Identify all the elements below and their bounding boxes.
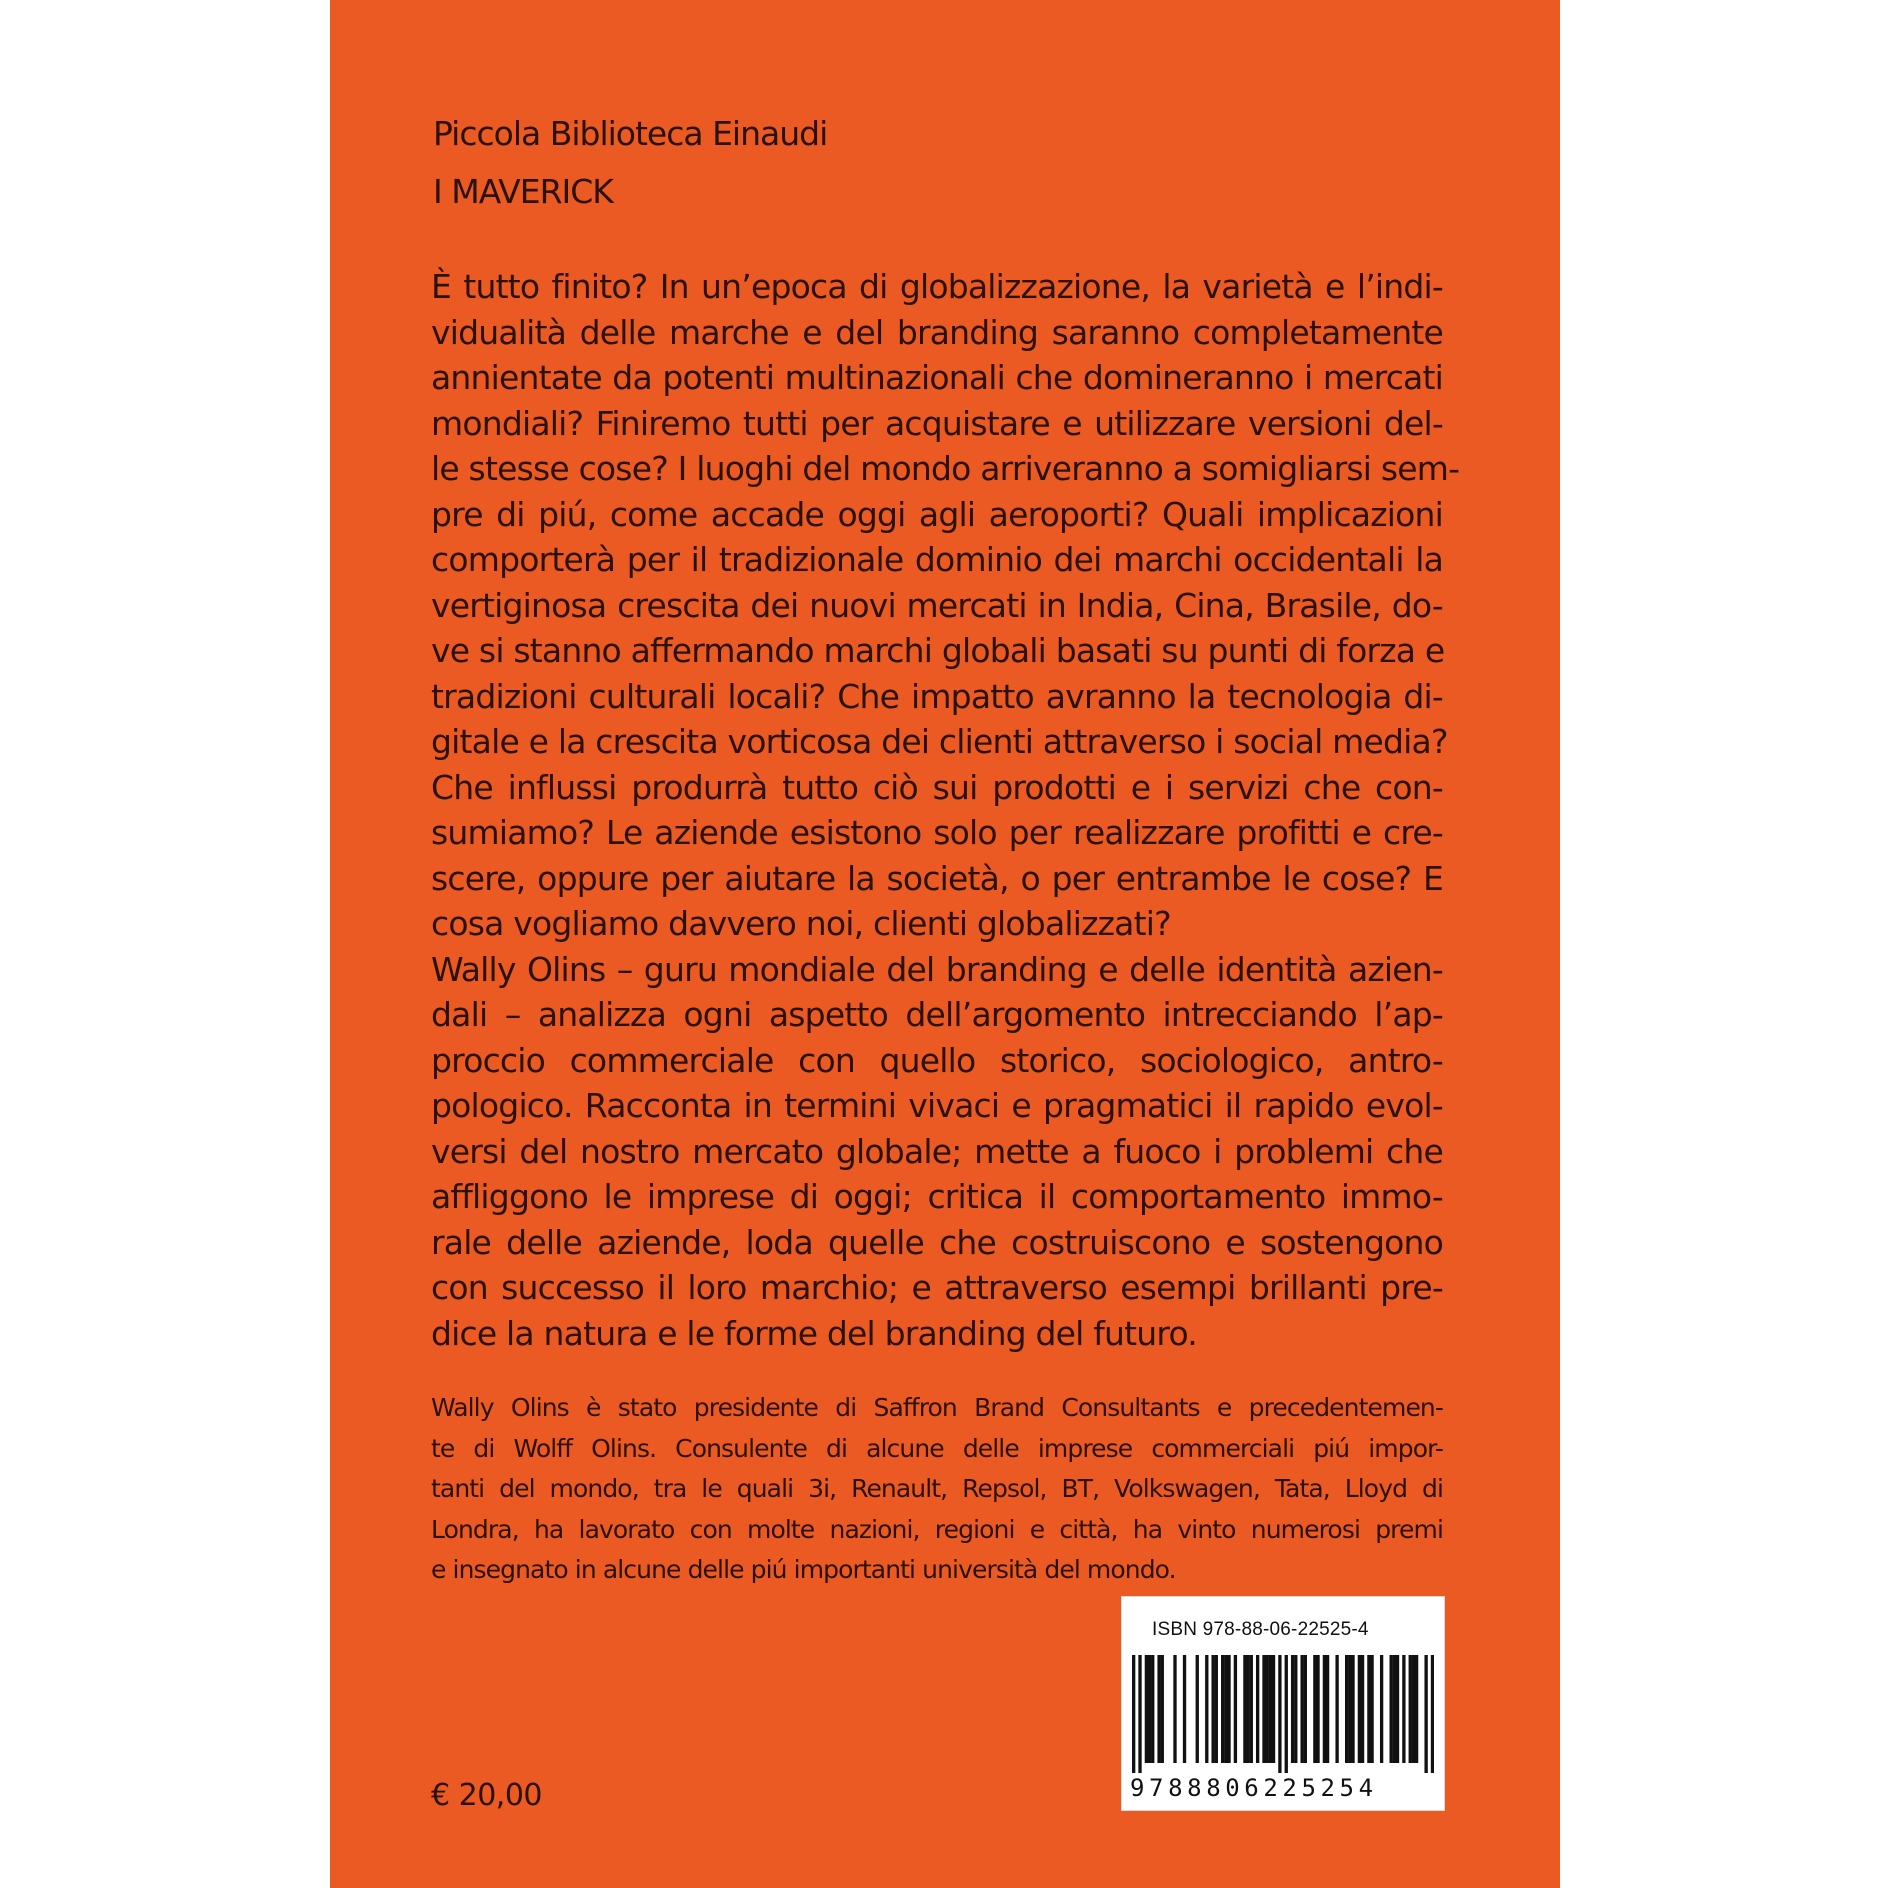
barcode-bar — [1335, 1655, 1338, 1763]
blurb-line: affliggono le imprese di oggi; critica il comportamento immo- — [431, 1177, 1443, 1216]
barcode-bar — [1221, 1655, 1224, 1763]
blurb-line: vertiginosa crescita dei nuovi mercati in India, Cina, Brasile, do- — [431, 585, 1443, 625]
barcode-image — [1132, 1655, 1434, 1773]
barcode-bar — [1205, 1655, 1208, 1763]
barcode-bar — [1348, 1655, 1351, 1763]
barcode-bar — [1262, 1655, 1265, 1763]
back-cover — [330, 0, 1560, 1888]
bio-line: tanti del mondo, tra le quali 3i, Renault, Repsol, BT, Volkswagen, Tata, Lloyd di — [431, 1474, 1443, 1503]
barcode-bar — [1380, 1655, 1383, 1763]
barcode-bar — [1358, 1655, 1361, 1763]
blurb-line: comporterà per il tradizionale dominio dei marchi occidentali la — [431, 540, 1443, 579]
bio-line: Wally Olins è stato presidente di Saffron Brand Consultants e precedentemen- — [431, 1393, 1443, 1422]
barcode-bar — [1173, 1655, 1176, 1763]
blurb-line: dali – analizza ogni aspetto dell’argomento intrecciando l’ap- — [431, 995, 1443, 1034]
barcode-bar — [1269, 1655, 1272, 1763]
barcode-bar — [1183, 1655, 1186, 1763]
author-bio — [431, 1388, 1443, 1591]
barcode-bar — [1145, 1655, 1148, 1763]
barcode-bar — [1323, 1655, 1326, 1763]
barcode-bar — [1402, 1655, 1405, 1763]
blurb-line: scere, oppure per aiutare la società, o per entrambe le cose? E — [431, 858, 1443, 898]
blurb-line: le stesse cose? I luoghi del mondo arriveranno a somigliarsi sem- — [431, 449, 1460, 488]
barcode-bar — [1215, 1655, 1218, 1763]
barcode-bar — [1294, 1655, 1297, 1763]
barcode-bar — [1224, 1655, 1227, 1763]
subseries-name: I MAVERICK — [433, 172, 613, 211]
barcode-bar — [1367, 1655, 1370, 1763]
barcode-bar — [1316, 1655, 1319, 1763]
bio-line: te di Wolff Olins. Consulente di alcune delle imprese commerciali piú impor- — [431, 1433, 1443, 1463]
blurb-line: Wally Olins – guru mondiale del branding e delle identità azien- — [431, 949, 1443, 989]
barcode-bar — [1393, 1655, 1396, 1763]
barcode-bar — [1266, 1655, 1269, 1763]
barcode-bar — [1389, 1655, 1392, 1763]
barcode-bar — [1424, 1655, 1427, 1773]
blurb-line: È tutto finito? In un’epoca di globalizzazione, la varietà e l’indi- — [431, 267, 1443, 306]
blurb-line: dice la natura e le forme del branding del futuro. — [431, 1313, 1197, 1353]
barcode-bar — [1396, 1655, 1399, 1763]
barcode-bar — [1138, 1655, 1141, 1773]
blurb-line: con successo il loro marchio; e attraverso esempi brillanti pre- — [431, 1268, 1443, 1307]
barcode-bar — [1148, 1655, 1151, 1763]
barcode-bar — [1132, 1655, 1135, 1773]
book-blurb — [431, 264, 1460, 1356]
barcode-bar — [1243, 1655, 1246, 1763]
barcode-bar — [1415, 1655, 1418, 1763]
barcode-bar — [1250, 1655, 1253, 1763]
barcode-bar — [1304, 1655, 1307, 1763]
barcode-bar — [1409, 1655, 1412, 1763]
barcode-bar — [1227, 1655, 1230, 1763]
barcode-bar — [1211, 1655, 1214, 1763]
blurb-line: cosa vogliamo davvero noi, clienti globalizzati? — [431, 904, 1171, 943]
barcode-bar — [1157, 1655, 1160, 1763]
barcode-bar — [1431, 1655, 1434, 1773]
barcode-bar — [1278, 1655, 1281, 1773]
blurb-line: gitale e la crescita vorticosa dei clienti attraverso i social media? — [431, 722, 1448, 761]
bio-line: Londra, ha lavorato con molte nazioni, regioni e città, ha vinto numerosi premi — [431, 1514, 1443, 1544]
barcode-bar — [1246, 1655, 1249, 1763]
isbn-barcode-box — [1121, 1596, 1445, 1811]
blurb-line: versi del nostro mercato globale; mette a fuoco i problemi che — [431, 1131, 1443, 1171]
barcode-bar — [1326, 1655, 1329, 1763]
blurb-line: proccio commerciale con quello storico, sociologico, antro- — [431, 1040, 1443, 1080]
barcode-bar — [1300, 1655, 1303, 1763]
barcode-bar — [1256, 1655, 1259, 1763]
barcode-bar — [1196, 1655, 1199, 1763]
blurb-line: sumiamo? Le aziende esistono solo per realizzare profitti e cre- — [431, 813, 1443, 852]
barcode-bar — [1370, 1655, 1373, 1763]
barcode-bar — [1412, 1655, 1415, 1763]
barcode-bar — [1285, 1655, 1288, 1773]
series-info — [433, 105, 827, 221]
barcode-bar — [1351, 1655, 1354, 1763]
barcode-digits: 9788806225254 — [1130, 1774, 1378, 1802]
barcode-bar — [1291, 1655, 1294, 1763]
isbn-number: ISBN 978-88-06-22525-4 — [1152, 1619, 1369, 1640]
blurb-line: rale delle aziende, loda quelle che costruiscono e sostengono — [431, 1222, 1443, 1262]
barcode-bar — [1161, 1655, 1164, 1763]
blurb-line: mondiali? Finiremo tutti per acquistare e utilizzare versioni del- — [431, 403, 1443, 443]
price-label: € 20,00 — [431, 1778, 543, 1813]
barcode-bar — [1313, 1655, 1316, 1763]
barcode-bar — [1361, 1655, 1364, 1763]
blurb-line: pre di piú, come accade oggi agli aeroporti? Quali implicazioni — [431, 494, 1443, 534]
barcode-bar — [1234, 1655, 1237, 1763]
collection-name: Piccola Biblioteca Einaudi — [433, 114, 828, 153]
barcode-bar — [1345, 1655, 1348, 1763]
blurb-line: ve si stanno affermando marchi globali basati su punti di forza e — [431, 631, 1445, 670]
barcode-bar — [1272, 1655, 1275, 1763]
blurb-line: vidualità delle marche e del branding saranno completamente — [431, 312, 1443, 352]
blurb-line: tradizioni culturali locali? Che impatto avranno la tecnologia di- — [431, 676, 1443, 716]
blurb-line: Che influssi produrrà tutto ciò sui prodotti e i servizi che con- — [431, 767, 1443, 807]
blurb-line: annientate da potenti multinazionali che domineranno i mercati — [431, 358, 1443, 397]
barcode-bar — [1151, 1655, 1154, 1763]
bio-line: e insegnato in alcune delle piú importanti università del mondo. — [431, 1555, 1176, 1584]
blurb-line: pologico. Racconta in termini vivaci e pragmatici il rapido evol- — [431, 1086, 1443, 1125]
